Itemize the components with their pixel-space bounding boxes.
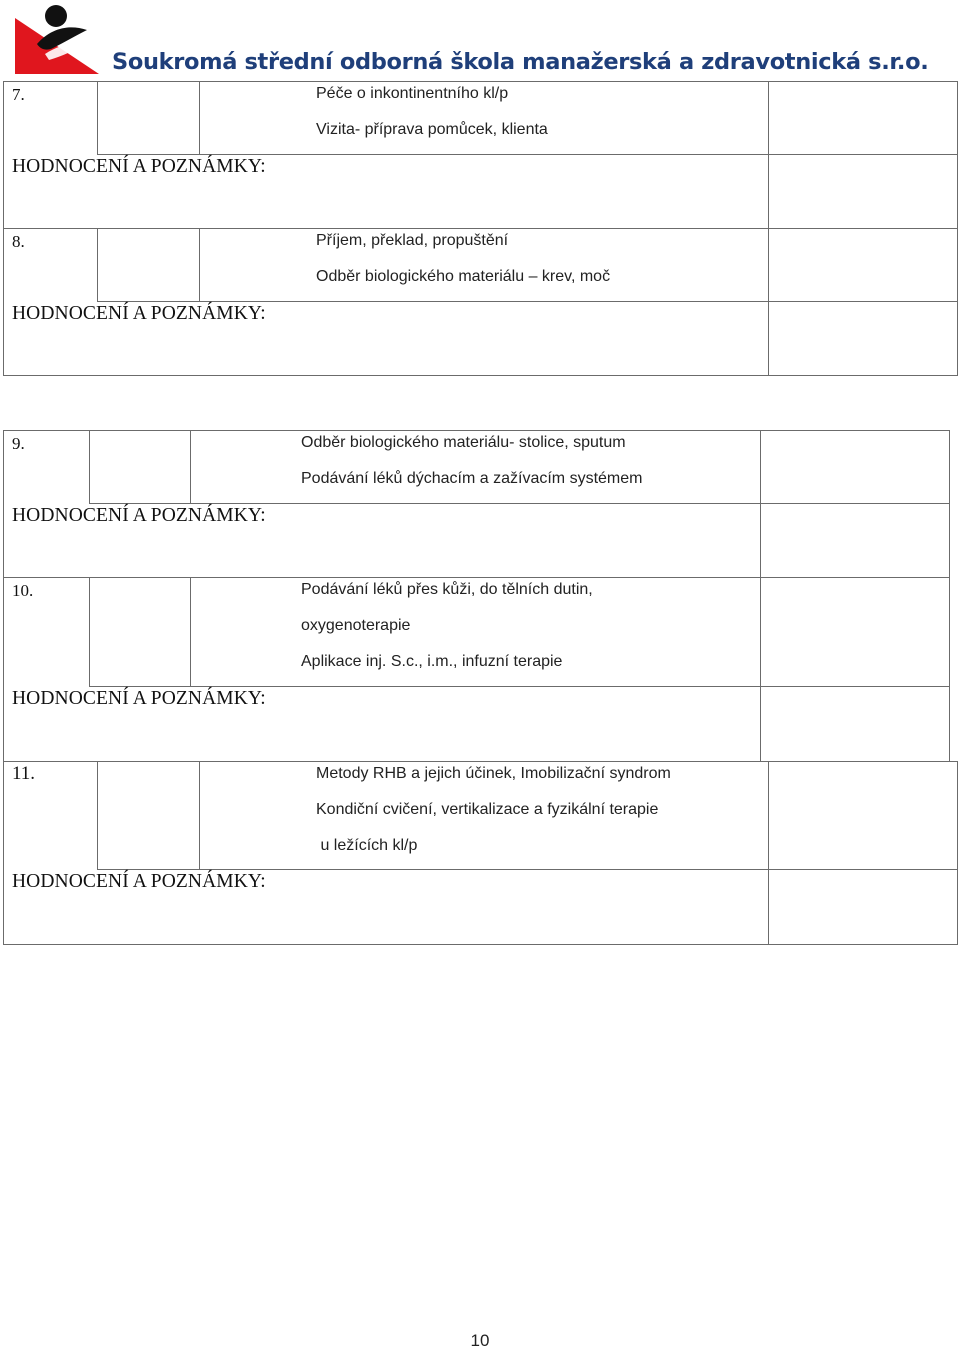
topic-line: Podávání léků přes kůži, do tělních dutin, [301, 581, 593, 598]
section-number: 9. [12, 434, 25, 453]
evaluation-label: HODNOCENÍ A POZNÁMKY: [12, 303, 266, 324]
topic-line: Péče o inkontinentního kl/p [316, 85, 509, 102]
topic-line: Aplikace inj. S.c., i.m., infuzní terapie [301, 653, 563, 670]
section-number: 11. [12, 763, 36, 784]
section-number: 10. [12, 581, 34, 600]
topic-line: Kondiční cvičení, vertikalizace a fyzikální terapie [316, 801, 659, 818]
page-number: 10 [470, 1331, 490, 1350]
school-logo-icon [15, 2, 99, 74]
topic-line: oxygenoterapie [301, 617, 411, 634]
topic-line: u ležících kl/p [316, 837, 418, 854]
topic-line: Metody RHB a jejich účinek, Imobilizační syndrom [316, 765, 671, 782]
section-number: 8. [12, 232, 25, 251]
section-number: 7. [12, 85, 25, 104]
topic-line: Odběr biologického materiálu- stolice, sputum [301, 434, 626, 451]
topic-line: Vizita- příprava pomůcek, klienta [316, 121, 548, 138]
topic-line: Příjem, překlad, propuštění [316, 232, 509, 249]
evaluation-label: HODNOCENÍ A POZNÁMKY: [12, 688, 266, 709]
evaluation-label: HODNOCENÍ A POZNÁMKY: [12, 505, 266, 526]
topic-line: Odběr biologického materiálu – krev, moč [316, 268, 611, 285]
evaluation-label: HODNOCENÍ A POZNÁMKY: [12, 156, 266, 177]
topic-line: Podávání léků dýchacím a zažívacím systémem [301, 470, 643, 487]
evaluation-label: HODNOCENÍ A POZNÁMKY: [12, 871, 266, 892]
school-name: Soukromá střední odborná škola manažerská a zdravotnická s.r.o. [112, 49, 929, 75]
